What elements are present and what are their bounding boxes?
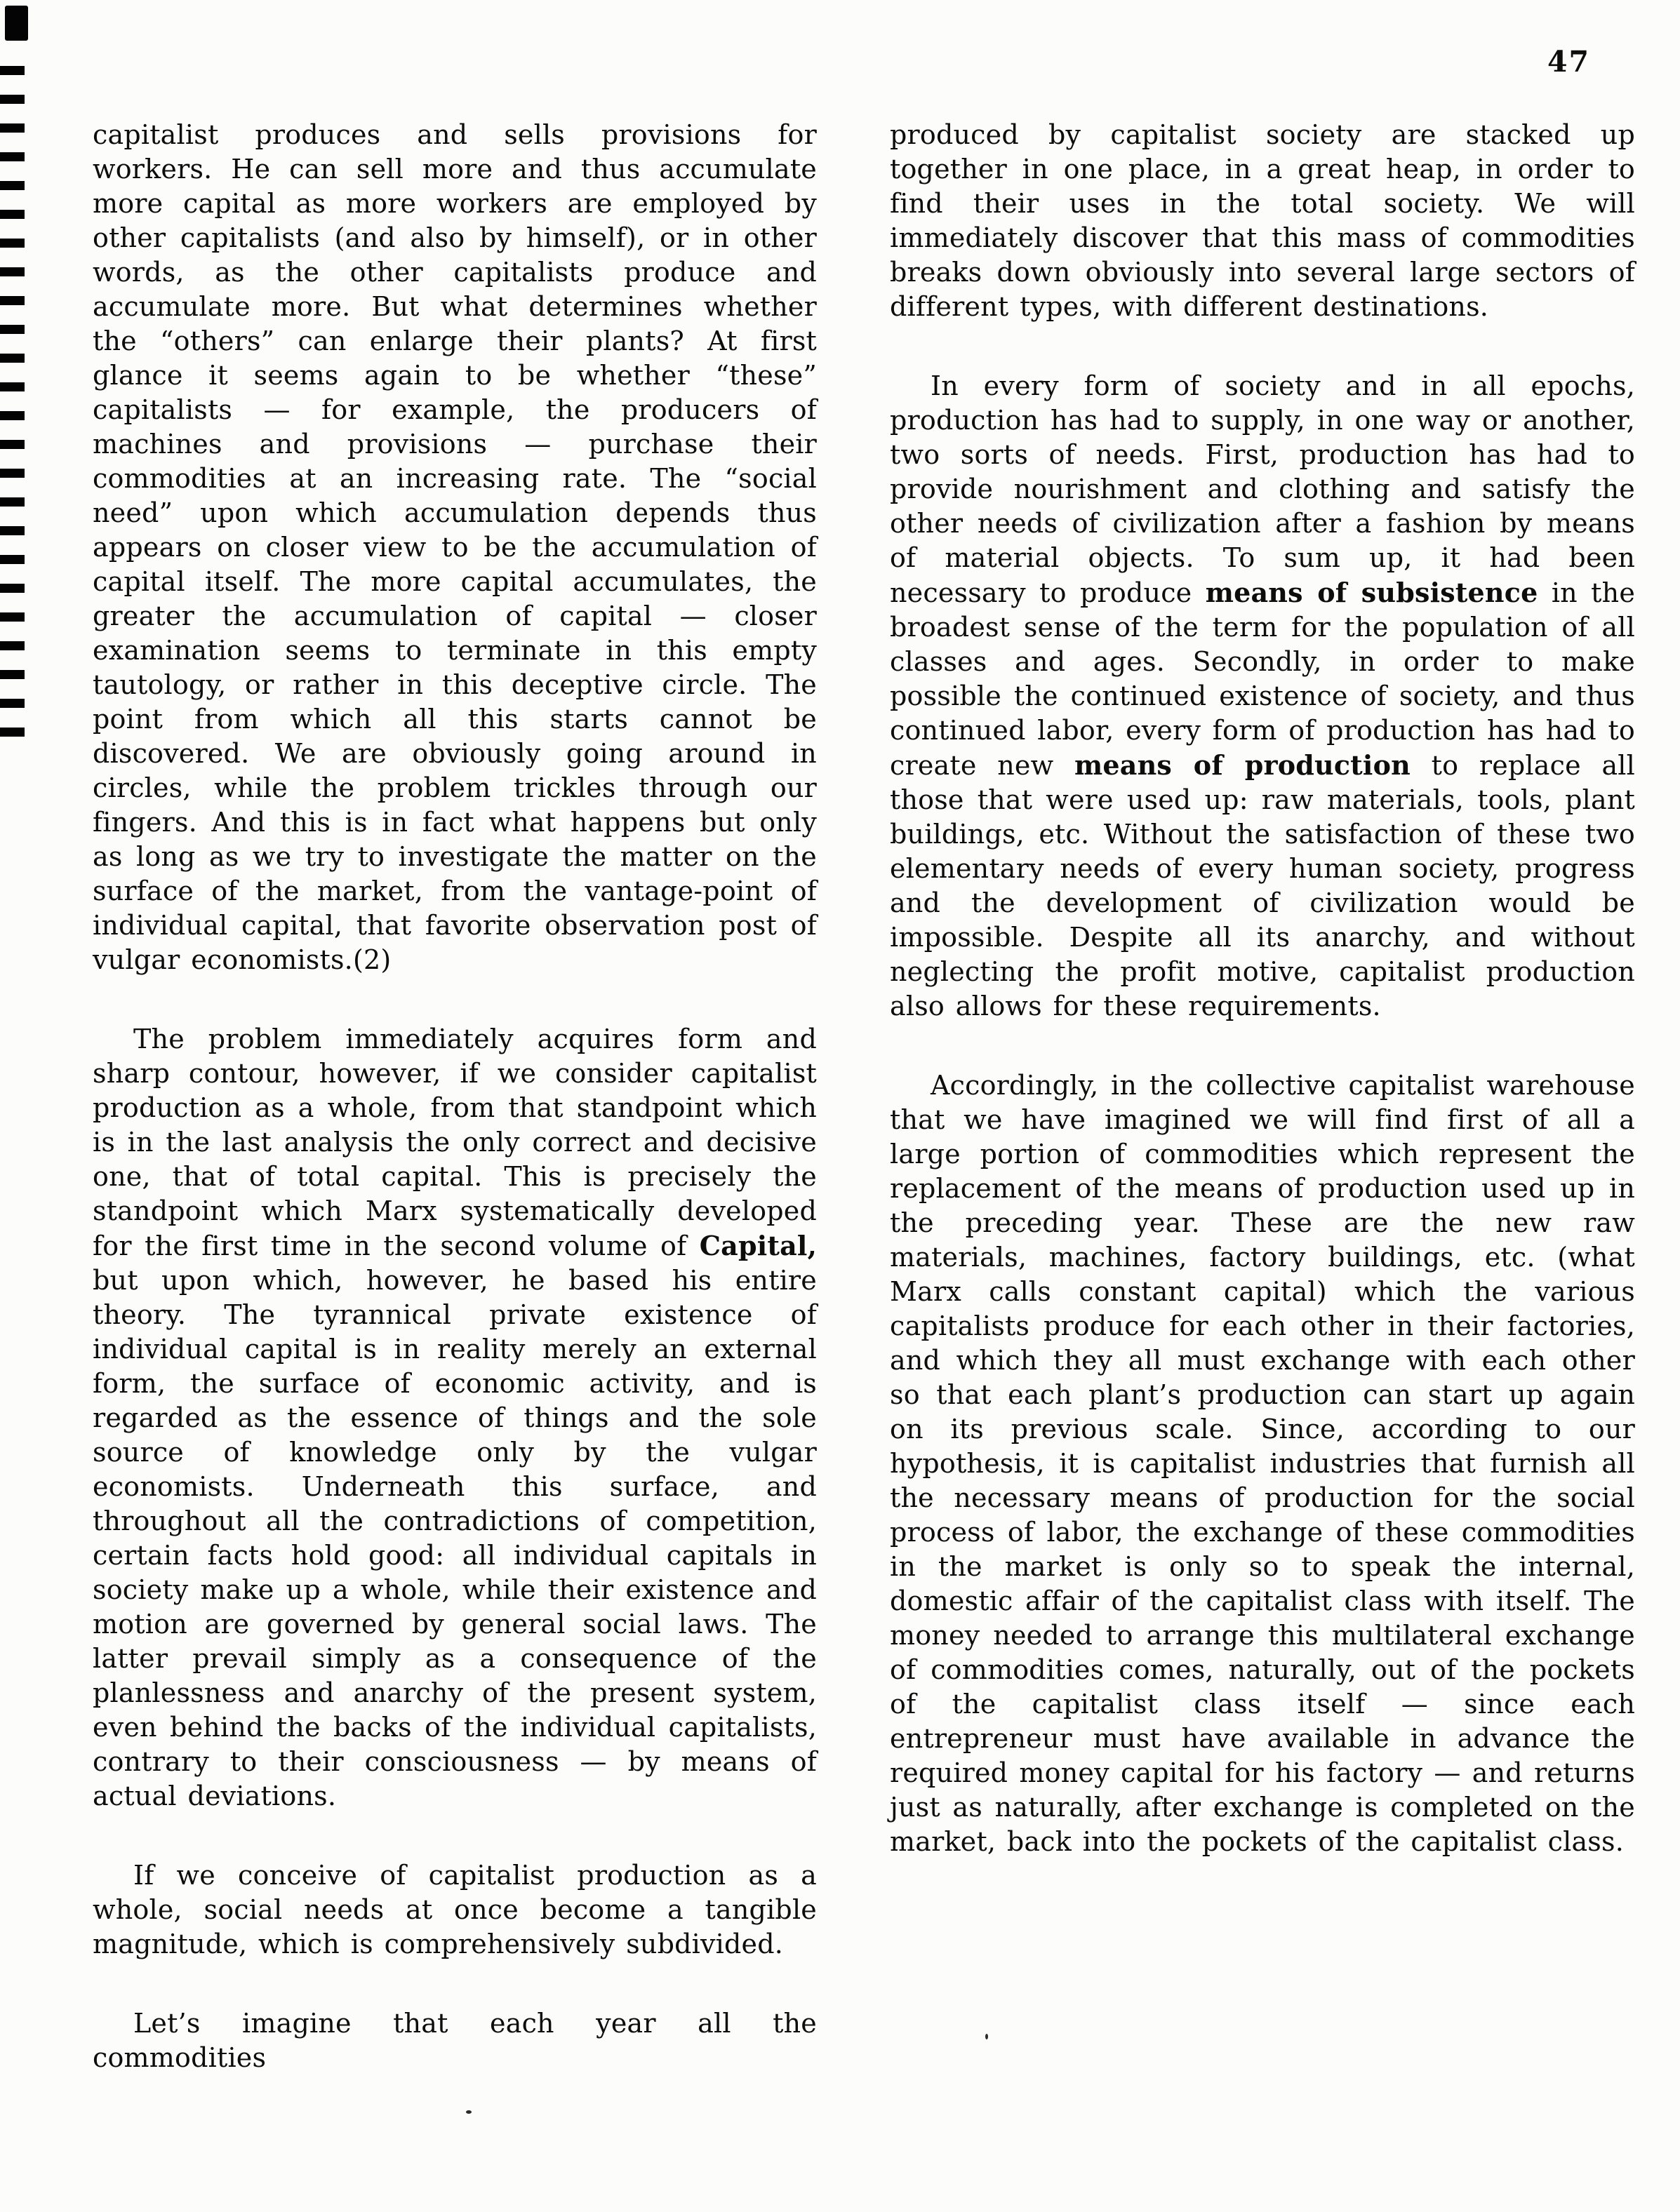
paragraph — [890, 118, 1635, 324]
text-run: to replace all those that were used up: raw materials, tools, plant buildings, etc. Without the satisfaction of these two elementary needs of every human society, progress and the development of civilization would be impossible. Despite all its anarchy, and without neglecting the profit motive, capitalist production also allows for these requirements. — [890, 750, 1636, 1021]
left-text-column — [93, 118, 817, 2075]
text-run: but upon which, however, he based his entire theory. The tyrannical private existence of individual capital is in reality merely an external form, the surface of economic activity, and is regarded as the essence of things and the sole source of knowledge only by the vulgar economists. Underneath this surface, and throughout all the contradictions of competition, certain facts hold good: all individual capitals in society make up a whole, while their existence and motion are governed by general social laws. The latter prevail simply as a consequence of the planlessness and anarchy of the present system, even behind the backs of the individual capitalists, contrary to their consciousness — by means of actual deviations. — [93, 1265, 817, 1811]
bold-phrase: Capital, — [699, 1230, 817, 1261]
paragraph — [93, 2006, 817, 2075]
text-run: In every form of society and in all epochs, production has had to supply, in one way or another, two sorts of needs. First, production has had to provide nourishment and clothing and satisfy the other needs of civilization after a fashion by means of material objects. To sum up, it had been necessary to produce — [890, 370, 1635, 608]
scan-sprocket-marks — [0, 66, 25, 752]
ink-speck — [985, 2034, 988, 2039]
text-run: in the broadest sense of the term for the population of all classes and ages. Secondly, in order to make possible the continued existence of society, and thus continued labor, every form of production has had to create new — [890, 577, 1636, 781]
page-number: 47 — [1547, 45, 1590, 79]
paragraph — [890, 369, 1635, 1024]
paragraph — [93, 1022, 817, 1814]
text-run: capitalist produces and sells provisions for workers. He can sell more and thus accumulate more capital as more workers are employed by other capitalists (and also by himself), or in other words, as the other capitalists produce and accumulate more. But what determines whether the “others” can enlarge their plants? At first glance it seems again to be whether “these” capitalists — for example, the producers of machines and provisions — purchase their commodities at an increasing rate. The “social need” upon which accumulation depends thus appears on closer view to be the accumulation of capital itself. The more capital accumulates, the greater the accumulation of capital — closer examination seems to terminate in this empty tautology, or rather in this deceptive circle. The point from which all this starts cannot be discovered. We are obviously going around in circles, while the problem trickles through our fingers. And this is in fact what happens but only as long as we try to investigate the matter on the surface of the market, from the vantage-point of individual capital, that favorite observation post of vulgar economists.(2) — [93, 119, 817, 975]
scan-mark-top — [5, 6, 28, 41]
paragraph — [93, 1858, 817, 1962]
bold-phrase: means of production — [1074, 749, 1411, 781]
text-run: Accordingly, in the collective capitalist warehouse that we have imagined we will find first of all a large portion of commodities which represent the replacement of the means of production used up in the preceding year. These are the new raw materials, machines, factory buildings, etc. (what Marx calls constant capital) which the various capitalists produce for each other in their factories, and which they all must exchange with each other so that each plant’s production can start up again on its previous scale. Since, according to our hypothesis, it is capitalist industries that furnish all the necessary means of production for the social process of labor, the exchange of these commodities in the market is only so to speak the internal, domestic affair of the capitalist class with itself. The money needed to arrange this multilateral exchange of commodities comes, naturally, out of the pockets of the capitalist class itself — since each entrepreneur must have available in advance the required money capital for his factory — and returns just as naturally, after exchange is completed on the market, back into the pockets of the capitalist class. — [890, 1070, 1635, 1857]
ink-speck — [466, 2110, 472, 2114]
right-text-column — [890, 118, 1635, 1859]
text-run: produced by capitalist society are stacked up together in one place, in a great heap, in order to find their uses in the total society. We will immediately discover that this mass of commodities breaks down obviously into several large sectors of different types, with different destinations. — [890, 119, 1635, 322]
paragraph — [93, 118, 817, 977]
text-run: If we conceive of capitalist production as a whole, social needs at once become a tangible magnitude, which is comprehensively subdivided. — [93, 1860, 817, 1959]
paragraph — [890, 1068, 1635, 1859]
text-run: The problem immediately acquires form and sharp contour, however, if we consider capitalist production as a whole, from that standpoint which is in the last analysis the only correct and decisive one, that of total capital. This is precisely the standpoint which Marx systematically developed for the first time in the second volume of — [93, 1024, 817, 1261]
bold-phrase: means of subsistence — [1205, 577, 1538, 608]
text-run: Let’s imagine that each year all the commodities — [93, 2008, 817, 2073]
